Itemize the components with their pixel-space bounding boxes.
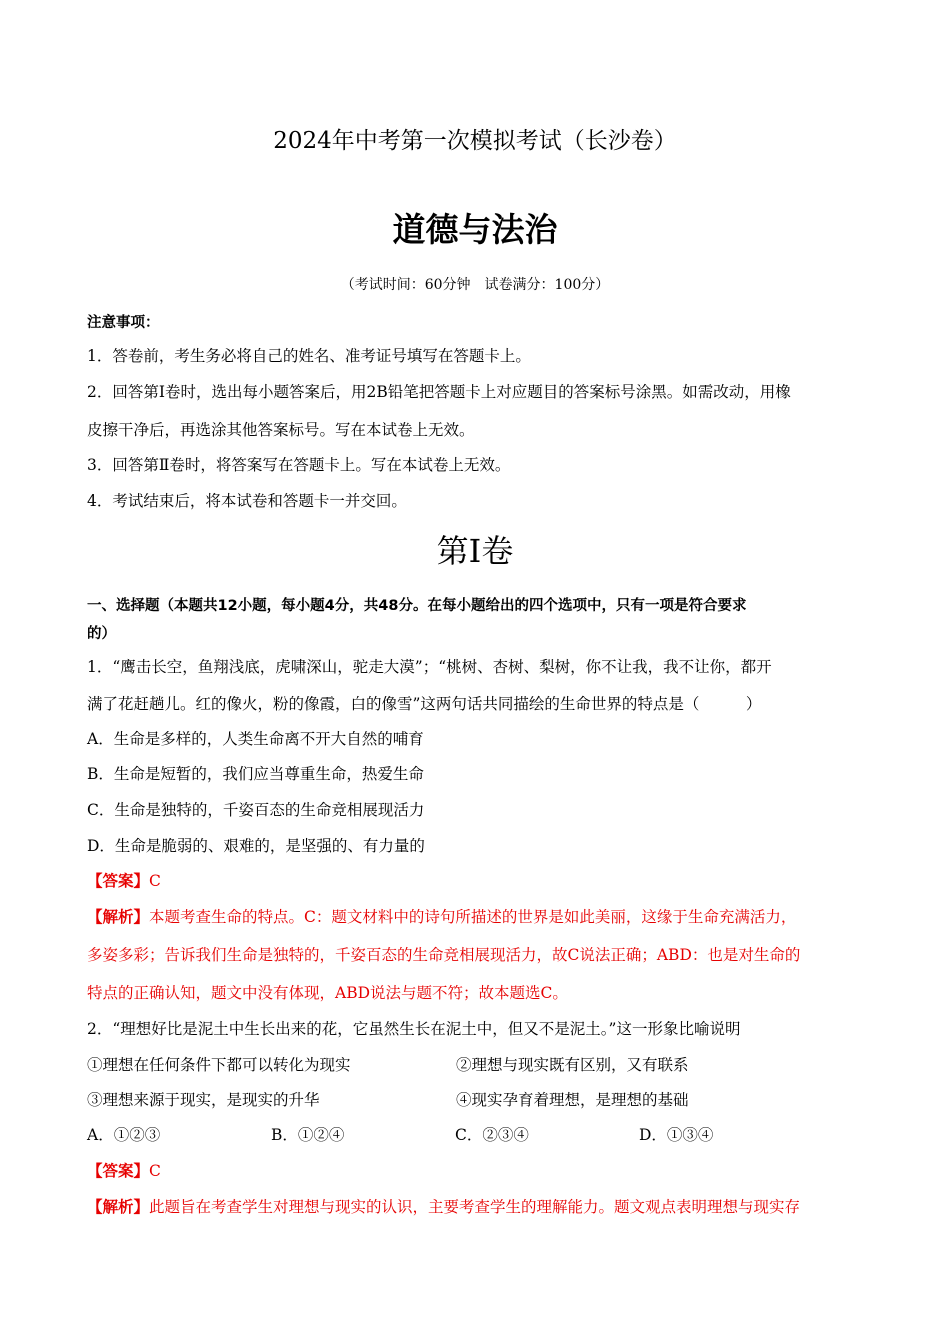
q2-option-d: D．①③④ [639,1126,714,1144]
note-item: 皮擦干净后，再选涂其他答案标号。写在本试卷上无效。 [87,421,475,439]
q1-stem-cont: 满了花赶趟儿。红的像火，粉的像霞，白的像雪”这两句话共同描绘的生命世界的特点是（ ） [87,695,762,713]
q1-option-b: B．生命是短暂的，我们应当尊重生命，热爱生命 [87,765,424,783]
q2-stem: 2．“理想好比是泥土中生长出来的花，它虽然生长在泥土中，但又不是泥土。”这一形象比喻说明 [87,1020,741,1038]
analysis-text: 此题旨在考查学生对理想与现实的认识，主要考查学生的理解能力。题文观点表明理想与现实存 [149,1198,801,1216]
q1-analysis-cont: 多姿多彩；告诉我们生命是独特的，千姿百态的生命竞相展现活力，故C说法正确；ABD：也是对生命的 [87,946,801,964]
q2-answer [87,1161,161,1181]
q1-stem: 1．“鹰击长空，鱼翔浅底，虎啸深山，驼走大漠”；“桃树、杏树、梨树，你不让我，我不让你，都开 [87,658,772,676]
section-heading-cont: 的） [87,626,116,642]
section-heading: 一、选择题（本题共12小题，每小题4分，共48分。在每小题给出的四个选项中，只有一项是符合要求 [87,598,747,614]
answer-label: 【答案】 [87,871,150,890]
note-item: 4．考试结束后，将本试卷和答题卡一并交回。 [87,492,407,510]
notes-heading: 注意事项： [87,315,160,331]
exam-title: 2024年中考第一次模拟考试（长沙卷） [273,128,677,154]
q2-statement-3: ③理想来源于现实，是现实的升华 [87,1091,320,1109]
q2-option-c: C．②③④ [455,1126,529,1144]
q1-option-a: A．生命是多样的，人类生命离不开大自然的哺育 [87,730,424,748]
analysis-label: 【解析】 [87,907,150,926]
volume-title: 第Ⅰ卷 [436,532,514,570]
note-item: 2．回答第Ⅰ卷时，选出每小题答案后，用2B铅笔把答题卡上对应题目的答案标号涂黑。如需改动，用橡 [87,383,791,401]
analysis-label: 【解析】 [87,1197,150,1216]
answer-label: 【答案】 [87,1161,150,1180]
answer-value: C [149,872,161,890]
q2-analysis [87,1197,800,1217]
q2-option-b: B．①②④ [271,1126,345,1144]
subject-title: 道德与法治 [392,210,558,249]
q1-answer [87,871,161,891]
q1-analysis-cont: 特点的正确认知，题文中没有体现，ABD说法与题不符；故本题选C。 [87,984,568,1002]
note-item: 3．回答第Ⅱ卷时，将答案写在答题卡上。写在本试卷上无效。 [87,456,511,474]
answer-value: C [149,1162,161,1180]
q2-statement-1: ①理想在任何条件下都可以转化为现实 [87,1056,351,1074]
q1-analysis [87,907,796,927]
analysis-text: 本题考查生命的特点。C：题文材料中的诗句所描述的世界是如此美丽，这缘于生命充满活力， [149,908,797,926]
q2-statement-4: ④现实孕育着理想，是理想的基础 [456,1091,689,1109]
q1-option-d: D．生命是脆弱的、艰难的，是坚强的、有力量的 [87,837,425,855]
exam-info: （考试时间：60分钟 试卷满分：100分） [340,277,610,293]
q1-option-c: C．生命是独特的，千姿百态的生命竞相展现活力 [87,801,425,819]
q2-option-a: A．①②③ [87,1126,161,1144]
note-item: 1．答卷前，考生务必将自己的姓名、准考证号填写在答题卡上。 [87,347,531,365]
q2-statement-2: ②理想与现实既有区别，又有联系 [456,1056,689,1074]
